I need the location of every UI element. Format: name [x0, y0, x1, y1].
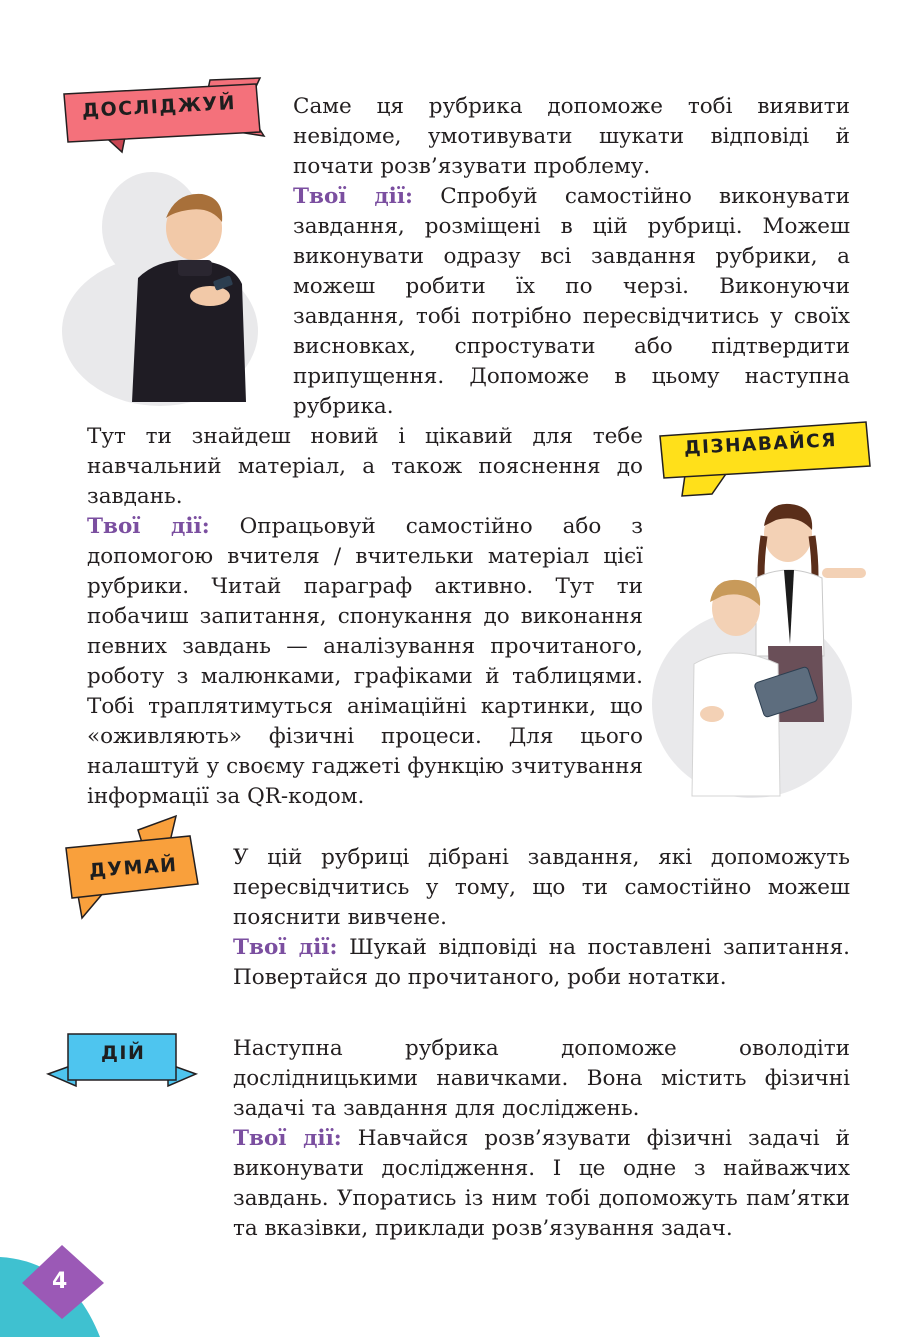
page-number: 4: [52, 1269, 68, 1294]
learn-ribbon: [656, 414, 886, 504]
explore-actions-lead: Твої дії:: [293, 184, 413, 209]
think-ribbon-label: ДУМАЙ: [88, 853, 179, 883]
think-body: У цій рубриці дібрані завдання, які допоможуть пересвідчитись у тому, що ти самостійно можеш пояснити вивчене.: [233, 845, 850, 930]
explore-body: Саме ця рубрика допоможе тобі виявити невідоме, умотивувати шукати відповіді й почати розв’язувати проблему.: [293, 94, 850, 179]
act-paragraph: [233, 1034, 850, 1244]
think-paragraph: [233, 843, 850, 993]
learn-body: Тут ти знайдеш новий і цікавий для тебе навчальний матеріал, а також пояснення до завдань.: [87, 424, 643, 509]
learn-ribbon-label: ДІЗНАВАЙСЯ: [683, 430, 838, 459]
act-actions-text: Навчайся розв’язувати фізичні задачі й виконувати дослідження. І це одне з найважчих завдань. Упоратись із ним тобі допоможуть пам’ятки та вказівки, приклади розв’язування задач.: [233, 1126, 850, 1241]
learn-actions-lead: Твої дії:: [87, 514, 210, 539]
think-actions-lead: Твої дії:: [233, 935, 338, 960]
explore-paragraph: [293, 92, 850, 422]
think-actions-text: Шукай відповіді на поставлені запитання. Повертайся до прочитаного, роби нотатки.: [233, 935, 850, 990]
explore-actions-text: Спробуй самостійно виконувати завдання, розміщені в цій рубриці. Можеш виконувати одразу всі завдання рубрики, а можеш робити їх по черзі. Виконуючи завдання, тобі потрібно пересвідчитись у своїх висновках, спростувати або підтвердити припущення. Допоможе в цьому наступна рубрика.: [293, 184, 850, 419]
learn-actions-text: Опрацьовуй самостійно або з допомогою вчителя / вчительки матеріал цієї рубрики. Читай параграф активно. Тут ти побачиш запитання, спонукання до виконання певних завдань — аналізування прочитаного, роботу з малюнками, графіками й таблицями. Тобі траплятимуться анімаційні картинки, що «оживляють» фізичні процеси. Для цього налаштуй у своєму гаджеті функцію зчитування інформації за QR-кодом.: [87, 514, 643, 809]
learn-paragraph: [87, 422, 643, 812]
act-body: Наступна рубрика допоможе оволодіти дослідницькими навичками. Вона містить фізичні задачі та завдання для досліджень.: [233, 1036, 850, 1121]
act-ribbon-label: ДІЙ: [101, 1042, 146, 1064]
boy-with-phone-image: [118, 188, 258, 408]
two-girls-with-tablet-image: [672, 496, 872, 796]
explore-ribbon-label: ДОСЛІДЖУЙ: [81, 91, 237, 123]
act-actions-lead: Твої дії:: [233, 1126, 342, 1151]
